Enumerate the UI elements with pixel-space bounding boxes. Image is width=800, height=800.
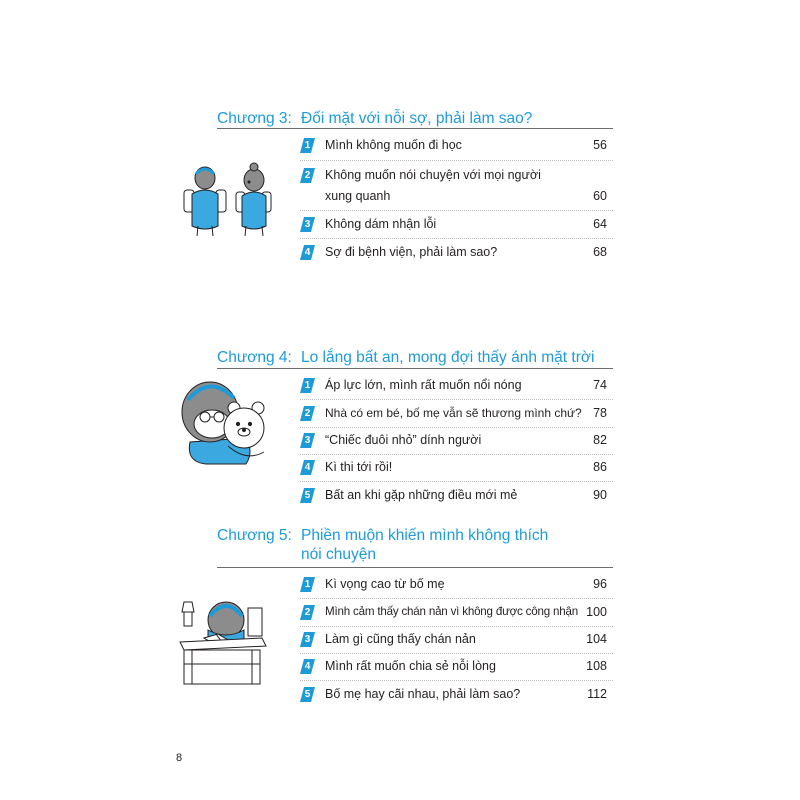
child-teddy-bear-illustration: [176, 372, 268, 466]
hexagon-bullet-icon: 1: [300, 577, 315, 592]
chapter-4-label: Chương 4:: [217, 349, 292, 366]
entry-page: 74: [593, 378, 607, 392]
entry-page: 56: [593, 138, 607, 152]
chapter-5-name-line-2: nói chuyện: [301, 546, 376, 563]
dotted-separator: [300, 680, 613, 681]
dotted-separator: [300, 399, 613, 400]
hexagon-bullet-icon: 2: [300, 605, 315, 620]
dotted-separator: [300, 454, 613, 455]
entry-page: 64: [593, 217, 607, 231]
entry-page: 78: [593, 406, 607, 420]
hexagon-bullet-icon: 4: [300, 659, 315, 674]
hexagon-bullet-icon: 4: [300, 460, 315, 475]
chapter-5-name: Phiền muộn khiến mình không thích: [301, 527, 549, 544]
dotted-separator: [300, 626, 613, 627]
entry-title: Kì thi tới rồi!: [325, 460, 393, 474]
dotted-separator: [300, 160, 613, 161]
dotted-separator: [300, 481, 613, 482]
entry-page: 82: [593, 433, 607, 447]
entry-page: 112: [587, 687, 607, 701]
hexagon-bullet-icon: 2: [300, 406, 315, 421]
entry-title: Sợ đi bệnh viện, phải làm sao?: [325, 245, 498, 259]
hexagon-bullet-icon: 3: [300, 217, 315, 232]
dotted-separator: [300, 653, 613, 654]
chapter-5-label: Chương 5:: [217, 527, 292, 544]
entry-page: 108: [586, 659, 607, 673]
hexagon-bullet-icon: 5: [300, 687, 315, 702]
entry-title: Kì vọng cao từ bố mẹ: [325, 577, 445, 591]
entry-title: Làm gì cũng thấy chán nản: [325, 632, 476, 646]
child-at-desk-illustration: [178, 590, 270, 688]
chapter-3-rule: [217, 128, 613, 129]
dotted-separator: [300, 427, 613, 428]
entry-page: 96: [593, 577, 607, 591]
hexagon-bullet-icon: 1: [300, 138, 315, 153]
entry-title: Mình cảm thấy chán nản vì không được công nhận: [325, 605, 579, 618]
chapter-5-rule: [217, 567, 613, 568]
entry-title-line-2: xung quanh: [325, 189, 391, 203]
entry-title: Bất an khi gặp những điều mới mẻ: [325, 488, 518, 502]
page-number: 8: [176, 752, 183, 764]
dotted-separator: [300, 598, 613, 599]
dotted-separator: [300, 238, 613, 239]
hexagon-bullet-icon: 1: [300, 378, 315, 393]
entry-title: Áp lực lớn, mình rất muốn nổi nóng: [325, 378, 522, 392]
hexagon-bullet-icon: 5: [300, 488, 315, 503]
dotted-separator: [300, 210, 613, 211]
entry-title: “Chiếc đuôi nhỏ” dính người: [325, 433, 482, 447]
hexagon-bullet-icon: 3: [300, 433, 315, 448]
entry-page: 100: [586, 605, 607, 619]
chapter-4-name: Lo lắng bất an, mong đợi thấy ánh mặt trời: [301, 349, 595, 366]
hexagon-bullet-icon: 3: [300, 632, 315, 647]
chapter-3-name: Đối mặt với nỗi sợ, phải làm sao?: [301, 110, 533, 127]
entry-title: Mình rất muốn chia sẻ nỗi lòng: [325, 659, 496, 673]
entry-page: 90: [593, 488, 607, 502]
entry-title: Không dám nhận lỗi: [325, 217, 437, 231]
entry-title: Không muốn nói chuyện với mọi người: [325, 168, 541, 182]
entry-title: Bố mẹ hay cãi nhau, phải làm sao?: [325, 687, 521, 701]
entry-title: Mình không muốn đi học: [325, 138, 462, 152]
children-backpack-illustration: [182, 160, 274, 240]
entry-page: 104: [586, 632, 607, 646]
chapter-4-rule: [217, 368, 613, 369]
hexagon-bullet-icon: 4: [300, 245, 315, 260]
hexagon-bullet-icon: 2: [300, 168, 315, 183]
entry-page: 60: [593, 189, 607, 203]
entry-page: 68: [593, 245, 607, 259]
entry-title: Nhà có em bé, bố mẹ vẫn sẽ thương mình chứ?: [325, 406, 582, 420]
chapter-3-label: Chương 3:: [217, 110, 292, 127]
entry-page: 86: [593, 460, 607, 474]
